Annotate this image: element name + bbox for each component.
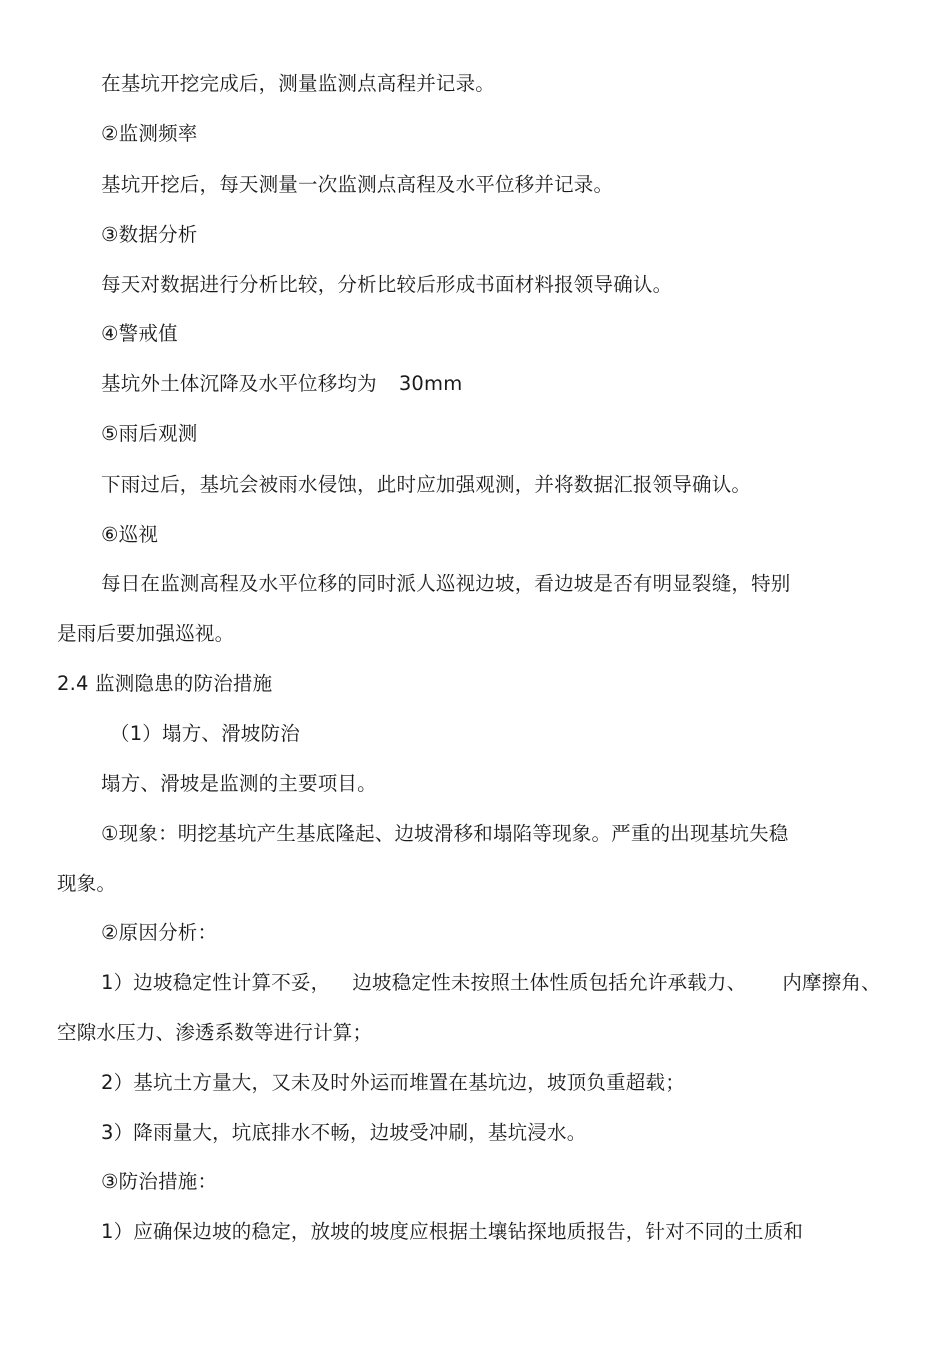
cause-1-part-c: 内摩擦角、 xyxy=(782,971,881,994)
section-heading-2-4: 2.4 监测隐患的防治措施 xyxy=(57,672,273,695)
cause-1-part-a: 1）边坡稳定性计算不妥， xyxy=(101,971,331,994)
paragraph-line xyxy=(101,970,881,996)
paragraph-line: ①现象：明挖基坑产生基底隆起、边坡滑移和塌陷等现象。严重的出现基坑失稳 xyxy=(101,822,789,845)
subheading-monitoring-frequency: ②监测频率 xyxy=(101,122,198,145)
warning-value-number: 30mm xyxy=(398,372,463,395)
paragraph-line: 下雨过后，基坑会被雨水侵蚀，此时应加强观测，并将数据汇报领导确认。 xyxy=(101,473,752,496)
paragraph-line: 是雨后要加强巡视。 xyxy=(57,622,235,645)
subheading-cause-analysis: ②原因分析： xyxy=(101,921,218,944)
subheading-data-analysis: ③数据分析 xyxy=(101,223,198,246)
subheading-collapse-landslide: （1）塌方、滑坡防治 xyxy=(110,722,300,745)
subheading-warning-value: ④警戒值 xyxy=(101,322,178,345)
subheading-post-rain-observation: ⑤雨后观测 xyxy=(101,422,198,445)
paragraph-line: 3）降雨量大，坑底排水不畅，边坡受冲刷，基坑浸水。 xyxy=(101,1121,587,1144)
cause-1-part-b: 边坡稳定性未按照土体性质包括允许承载力、 xyxy=(352,971,747,994)
paragraph-line: 空隙水压力、渗透系数等进行计算； xyxy=(57,1021,373,1044)
paragraph-line: 每日在监测高程及水平位移的同时派人巡视边坡，看边坡是否有明显裂缝，特别 xyxy=(101,572,791,595)
paragraph-line: 在基坑开挖完成后，测量监测点高程并记录。 xyxy=(101,72,496,95)
paragraph-line: 现象。 xyxy=(57,872,117,895)
paragraph-line: 塌方、滑坡是监测的主要项目。 xyxy=(101,772,377,795)
subheading-prevention-measures: ③防治措施： xyxy=(101,1170,218,1193)
paragraph-line: 1）应确保边坡的稳定，放坡的坡度应根据土壤钻探地质报告，针对不同的土质和 xyxy=(101,1220,804,1243)
warning-value-text: 基坑外土体沉降及水平位移均为 xyxy=(101,372,377,395)
paragraph-line xyxy=(101,371,462,397)
paragraph-line: 基坑开挖后，每天测量一次监测点高程及水平位移并记录。 xyxy=(101,173,614,196)
paragraph-line: 每天对数据进行分析比较，分析比较后形成书面材料报领导确认。 xyxy=(101,273,673,296)
paragraph-line: 2）基坑土方量大，又未及时外运而堆置在基坑边，坡顶负重超载； xyxy=(101,1071,685,1094)
subheading-inspection: ⑥巡视 xyxy=(101,523,159,546)
